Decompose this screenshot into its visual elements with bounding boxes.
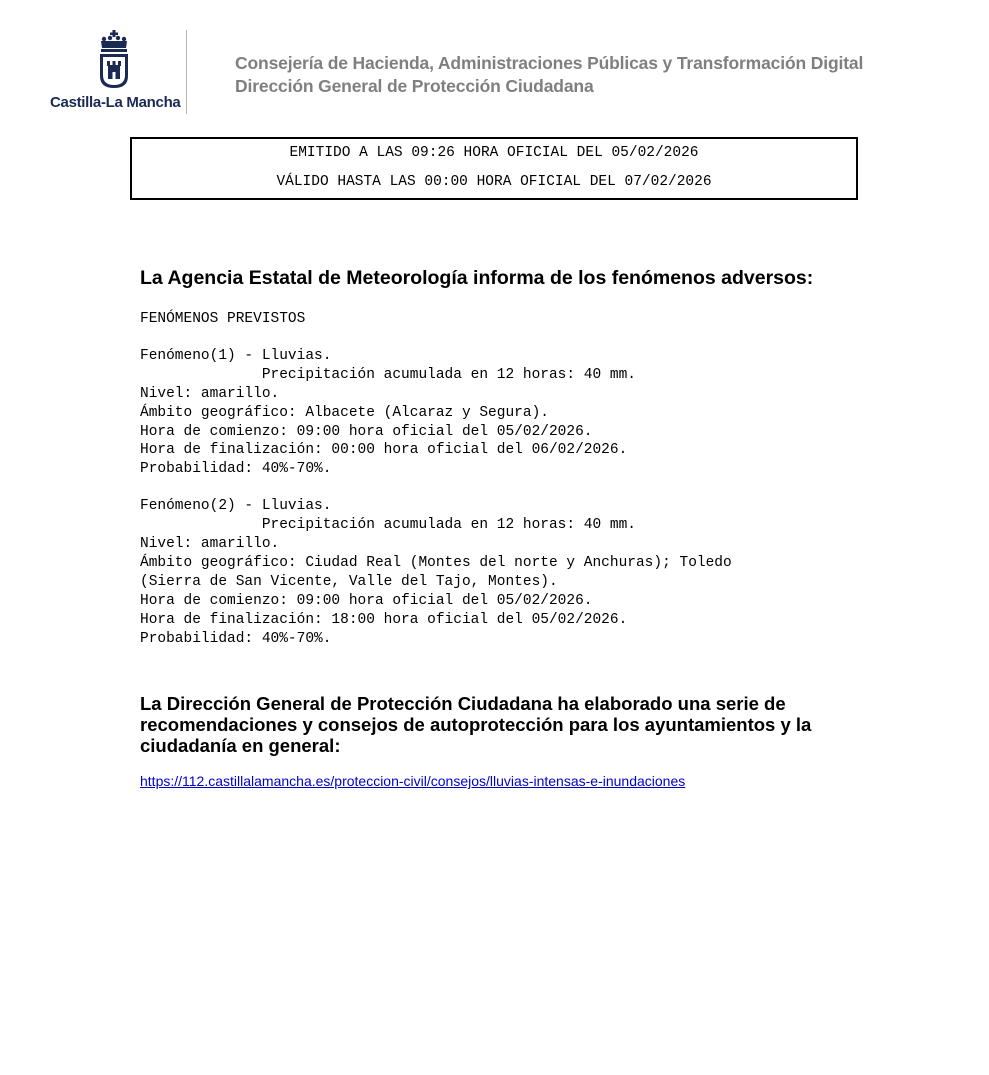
recommendations-title-line: La Dirección General de Protección Ciudadana ha elaborado una serie de bbox=[140, 693, 786, 714]
phenomenon-scope: Ámbito geográfico: Albacete (Alcaraz y Segura). bbox=[140, 404, 549, 421]
issued-line: EMITIDO A LAS 09:26 HORA OFICIAL DEL 05/02/2026 bbox=[289, 145, 699, 161]
phenomenon-header: Fenómeno(1) - Lluvias. bbox=[140, 347, 332, 364]
phenomenon-level: Nivel: amarillo. bbox=[140, 536, 280, 553]
phenomenon-probability: Probabilidad: 40%-70%. bbox=[140, 630, 332, 647]
recommendations-title-line: recomendaciones y consejos de autoprotección para los ayuntamientos y la bbox=[140, 714, 812, 735]
phenomenon-detail: Precipitación acumulada en 12 horas: 40 mm. bbox=[140, 366, 636, 383]
phenomenon-2 bbox=[140, 497, 920, 648]
phenomenon-start: Hora de comienzo: 09:00 hora oficial del 05/02/2026. bbox=[140, 423, 593, 440]
phenomenon-detail: Precipitación acumulada en 12 horas: 40 mm. bbox=[140, 517, 636, 534]
phenomenon-probability: Probabilidad: 40%-70%. bbox=[140, 461, 332, 478]
recommendations-title bbox=[140, 693, 840, 756]
phenomenon-level: Nivel: amarillo. bbox=[140, 385, 280, 402]
header-divider bbox=[186, 30, 187, 114]
recommendations-title-line: ciudadanía en general: bbox=[140, 735, 341, 756]
phenomenon-scope: Ámbito geográfico: Ciudad Real (Montes del norte y Anchuras); Toledo bbox=[140, 554, 732, 571]
agency-title: La Agencia Estatal de Meteorología informa de los fenómenos adversos: bbox=[140, 267, 814, 289]
valid-until-line: VÁLIDO HASTA LAS 00:00 HORA OFICIAL DEL 07/02/2026 bbox=[276, 174, 712, 190]
coat-of-arms-icon bbox=[97, 30, 131, 90]
phenomenon-end: Hora de finalización: 18:00 hora oficial del 05/02/2026. bbox=[140, 611, 628, 628]
logo-wordmark: Castilla-La Mancha bbox=[50, 94, 181, 111]
directorate-name: Dirección General de Protección Ciudadana bbox=[235, 76, 594, 96]
phenomenon-scope-continued: (Sierra de San Vicente, Valle del Tajo, Montes). bbox=[140, 573, 558, 590]
department-name: Consejería de Hacienda, Administraciones Públicas y Transformación Digital bbox=[235, 53, 864, 73]
phenomenon-header: Fenómeno(2) - Lluvias. bbox=[140, 498, 332, 515]
phenomenon-end: Hora de finalización: 00:00 hora oficial del 06/02/2026. bbox=[140, 442, 628, 459]
header-titles bbox=[235, 52, 955, 98]
bulletin-content bbox=[140, 264, 920, 649]
castilla-la-mancha-logo bbox=[50, 30, 180, 116]
issued-validity-box bbox=[130, 137, 858, 200]
phenomenon-start: Hora de comienzo: 09:00 hora oficial del 05/02/2026. bbox=[140, 592, 593, 609]
section-title: FENÓMENOS PREVISTOS bbox=[140, 311, 306, 327]
recommendations-link[interactable]: https://112.castillalamancha.es/proteccion-civil/consejos/lluvias-intensas-e-inundaciones bbox=[140, 773, 686, 789]
phenomenon-1 bbox=[140, 347, 920, 479]
